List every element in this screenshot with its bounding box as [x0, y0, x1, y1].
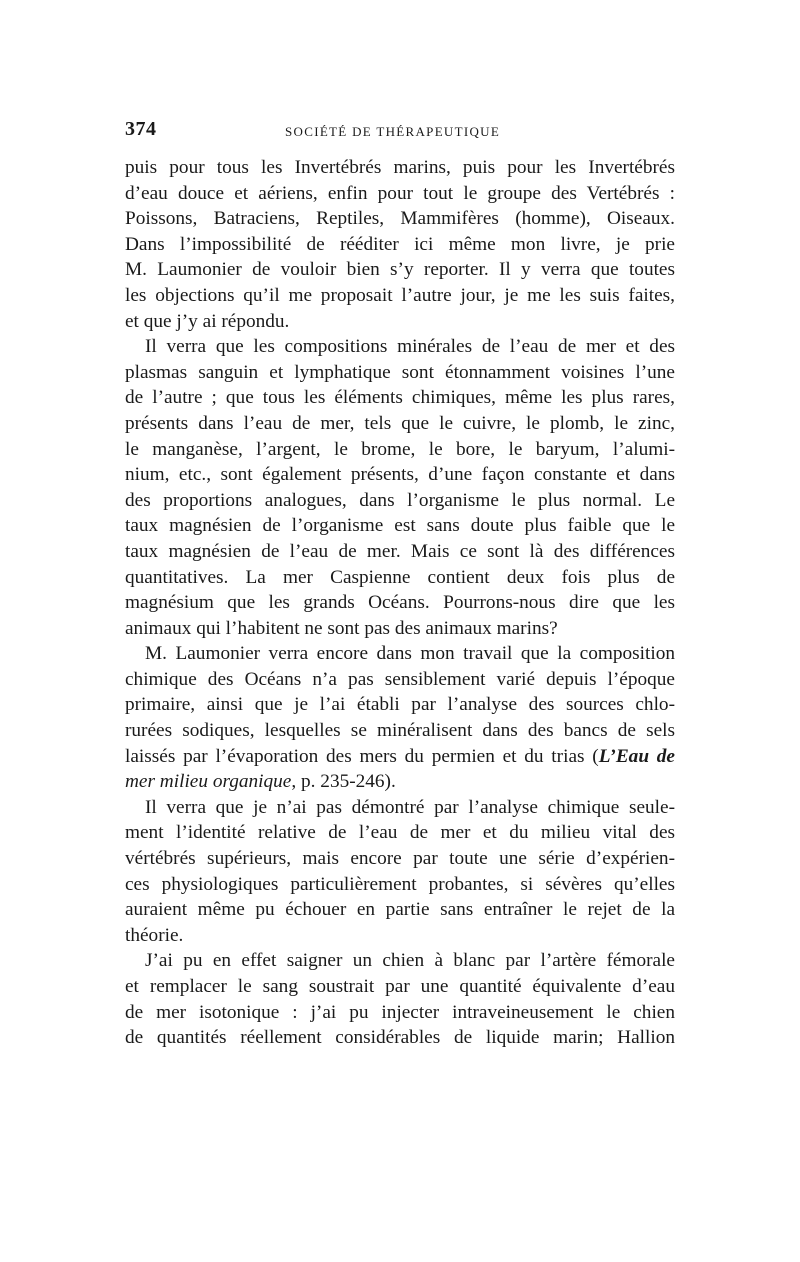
text-line: présents dans l’eau de mer, tels que le cuivre, le plomb, le zinc, — [125, 412, 675, 434]
page-number: 374 — [125, 118, 157, 140]
text-line: des proportions analogues, dans l’organisme le plus normal. Le — [125, 489, 675, 511]
text-line: taux magnésien de l’eau de mer. Mais ce sont là des différences — [125, 540, 675, 562]
text-line: de mer isotonique : j’ai pu injecter intraveineusement le chien — [125, 1001, 675, 1023]
text-line: Il verra que je n’ai pas démontré par l’analyse chimique seule- — [145, 796, 675, 818]
text-line: ment l’identité relative de l’eau de mer et du milieu vital des — [125, 822, 675, 844]
text-line: puis pour tous les Invertébrés marins, puis pour les Invertébrés — [125, 157, 675, 178]
text-line: Poissons, Batraciens, Reptiles, Mammifères (homme), Oiseaux. — [125, 208, 675, 230]
text-line: animaux qui l’habitent ne sont pas des animaux marins? — [125, 617, 558, 639]
text-line: ces physiologiques particulièrement probantes, si sévères qu’elles — [125, 873, 675, 895]
text-line-with-citation — [125, 769, 675, 795]
text-line: Dans l’impossibilité de rééditer ici même mon livre, je prie — [125, 233, 675, 255]
text-line: de quantités réellement considérables de liquide marin; Hallion — [125, 1027, 675, 1049]
text-line: taux magnésien de l’organisme est sans doute plus faible que le — [125, 515, 675, 537]
text-line: et remplacer le sang soustrait par une quantité équivalente d’eau — [125, 976, 675, 997]
text-line: M. Laumonier de vouloir bien s’y reporter. Il y verra que toutes — [125, 259, 675, 281]
text-line: théorie. — [125, 924, 184, 946]
text-line: et que j’y ai répondu. — [125, 310, 290, 332]
text-line: le manganèse, l’argent, le brome, le bore, le baryum, l’alumi- — [125, 438, 675, 460]
text-line: rurées sodiques, lesquelles se minéralisent dans des bancs de sels — [125, 720, 675, 742]
text-line: laissés par l’évaporation des mers du permien et du trias ( — [125, 745, 599, 767]
text-line: plasmas sanguin et lymphatique sont étonnamment voisines l’une — [125, 361, 675, 383]
running-title: SOCIÉTÉ DE THÉRAPEUTIQUE — [285, 124, 501, 139]
text-line: d’eau douce et aériens, enfin pour tout le groupe des Vertébrés : — [125, 182, 675, 204]
body-text — [125, 155, 675, 1051]
citation-title: mer milieu organique — [125, 771, 292, 793]
text-line-with-citation — [125, 744, 675, 770]
text-line: les objections qu’il me proposait l’autre jour, je me les suis faites, — [125, 284, 675, 306]
text-line: chimique des Océans n’a pas sensiblement varié depuis l’époque — [125, 668, 675, 690]
citation-title: L’Eau de — [598, 745, 675, 767]
text-line: vértébrés supérieurs, mais encore par toute une série d’expérien- — [125, 848, 675, 870]
citation-pages: , p. 235-246). — [291, 771, 396, 793]
text-line: magnésium que les grands Océans. Pourrons-nous dire que les — [125, 592, 675, 614]
text-line: J’ai pu en effet saigner un chien à blanc par l’artère fémorale — [145, 950, 675, 972]
text-line: primaire, ainsi que je l’ai établi par l’analyse des sources chlo- — [125, 694, 675, 716]
text-line: quantitatives. La mer Caspienne contient deux fois plus de — [125, 566, 675, 588]
text-line: nium, etc., sont également présents, d’une façon constante et dans — [125, 464, 675, 486]
text-line: Il verra que les compositions minérales de l’eau de mer et des — [145, 336, 675, 358]
text-line: M. Laumonier verra encore dans mon travail que la composition — [145, 643, 675, 665]
page-header — [125, 118, 675, 148]
text-line: auraient même pu échouer en partie sans entraîner le rejet de la — [125, 899, 675, 921]
text-line: de l’autre ; que tous les éléments chimiques, même les plus rares, — [125, 387, 675, 409]
